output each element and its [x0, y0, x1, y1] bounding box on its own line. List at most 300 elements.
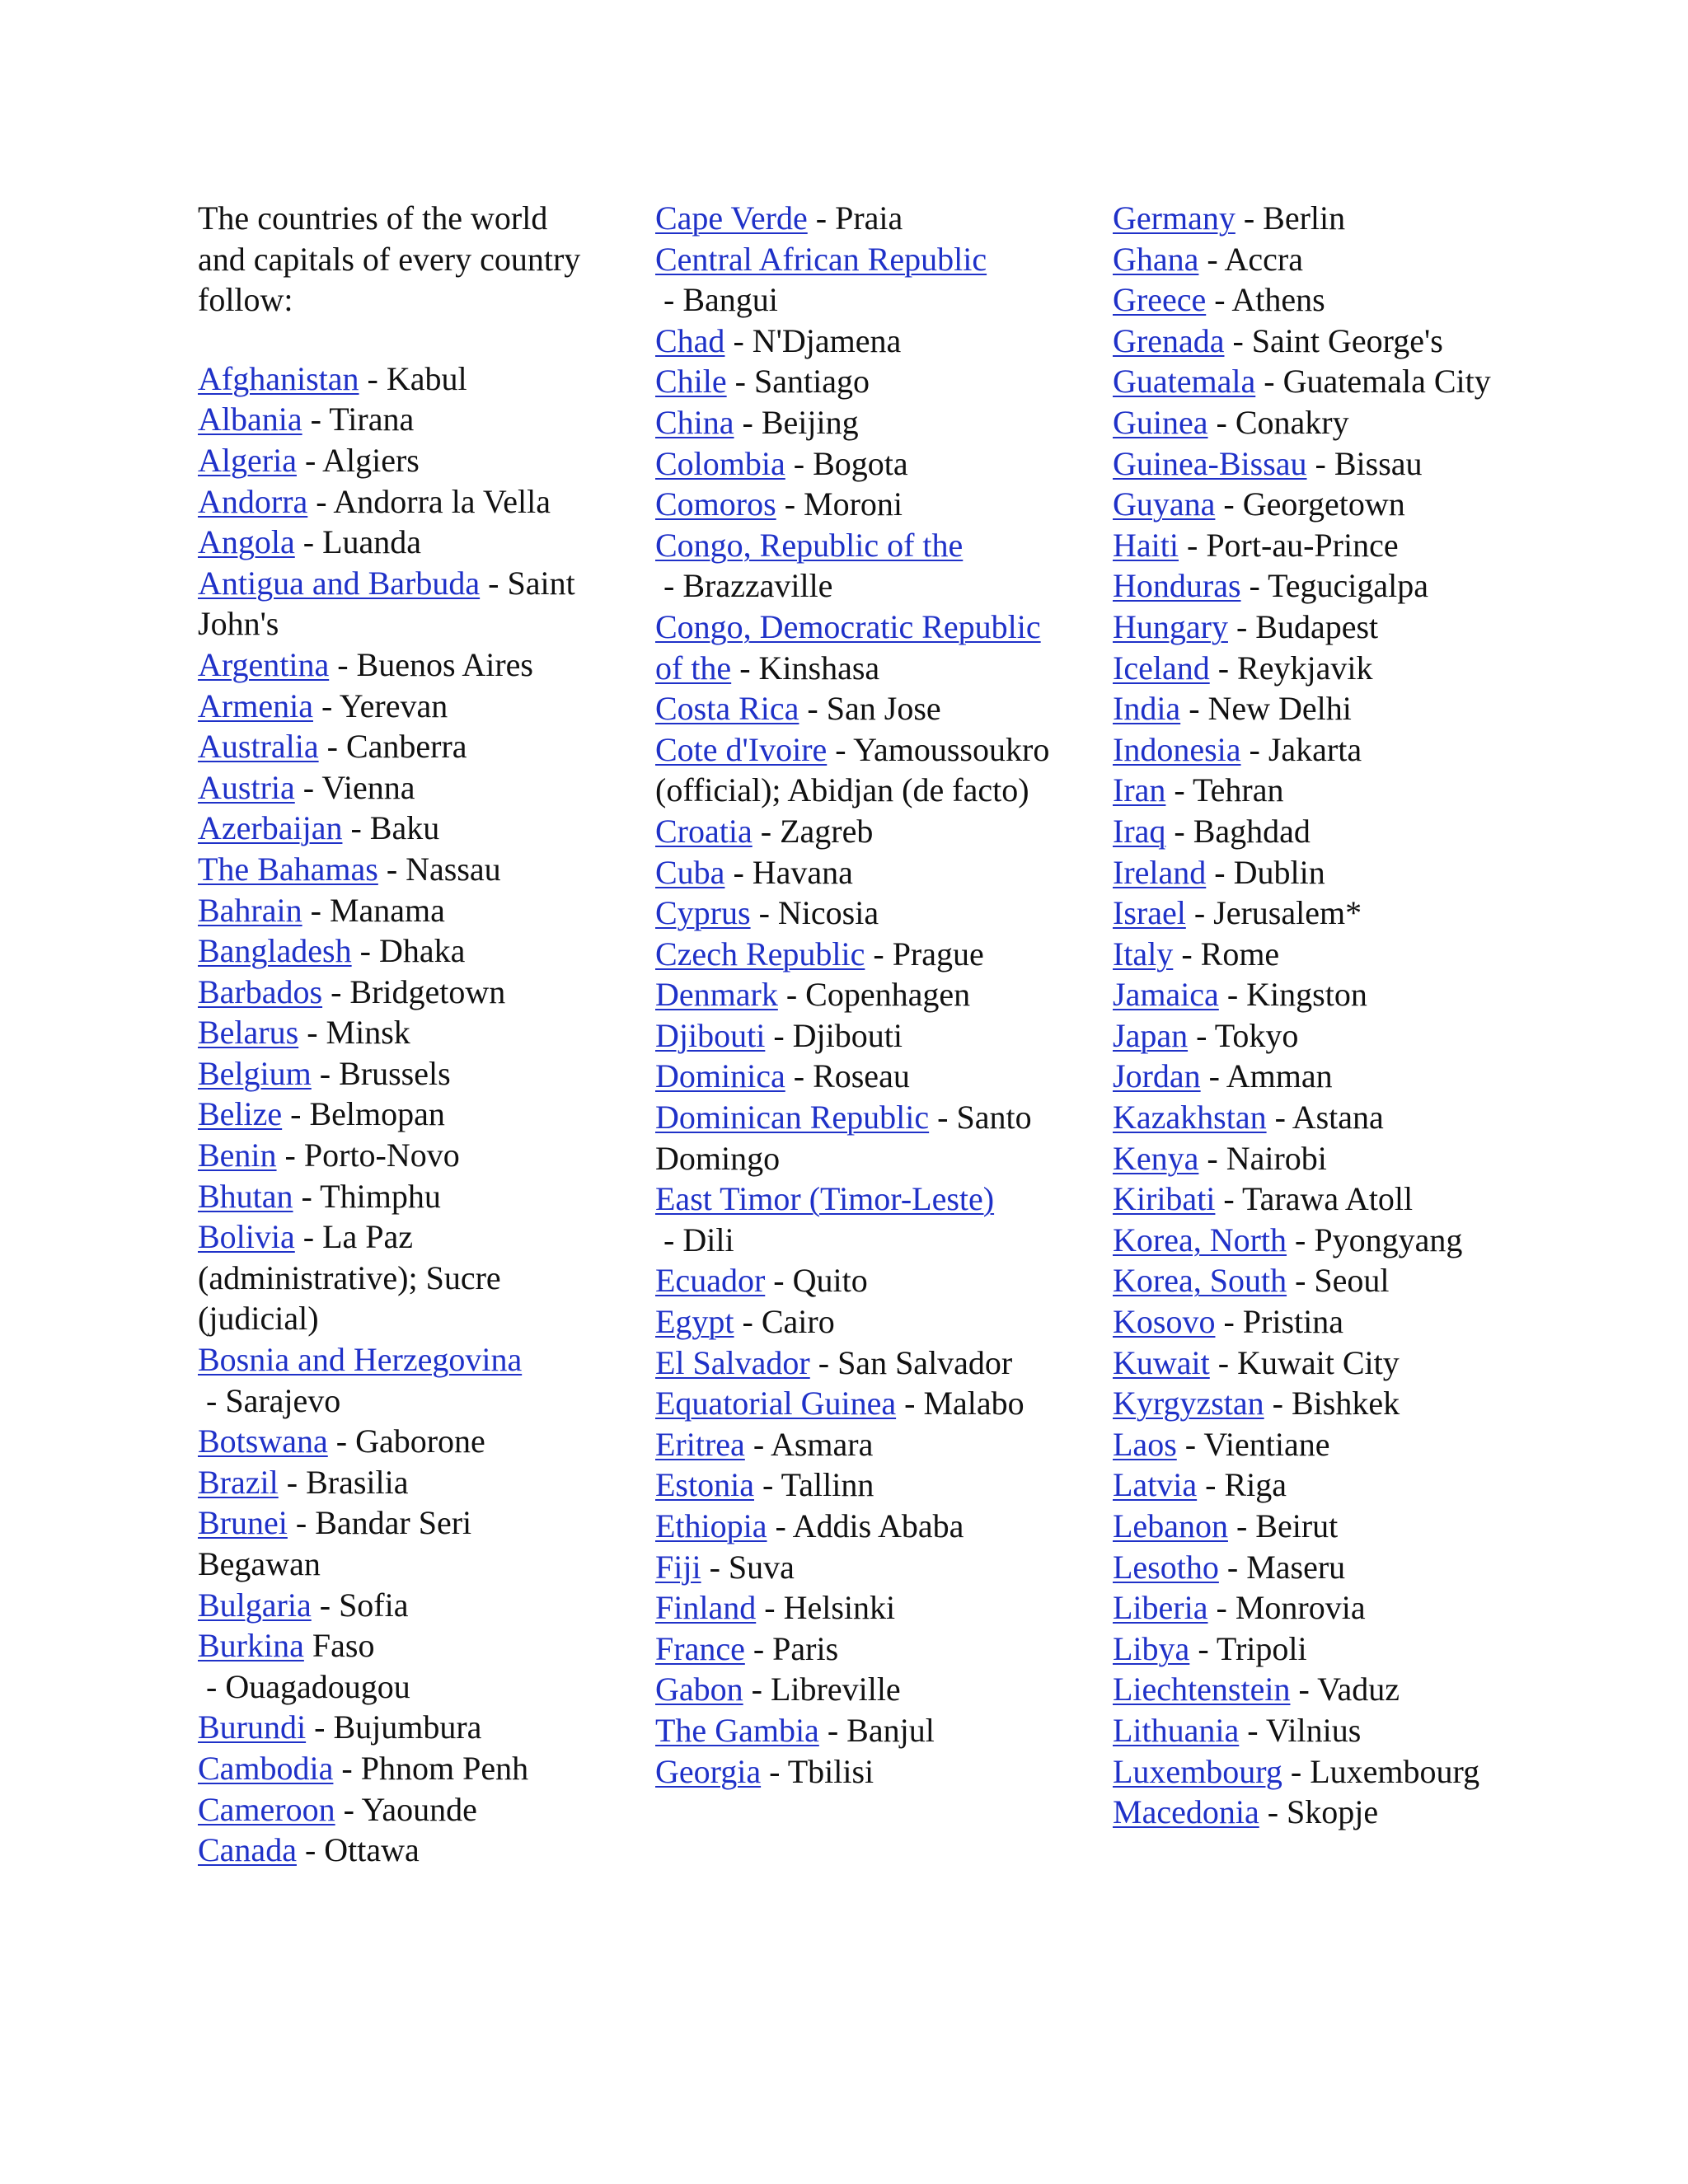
- column-2: [655, 198, 1051, 1792]
- country-link[interactable]: Croatia: [655, 812, 753, 850]
- separator-dash: -: [734, 1303, 762, 1341]
- separator-dash: -: [1227, 1507, 1256, 1544]
- country-link[interactable]: Canada: [198, 1831, 297, 1869]
- separator-dash: -: [359, 359, 387, 397]
- list-item: [198, 1789, 585, 1830]
- capital-name: Malabo: [923, 1385, 1025, 1422]
- list-item: [198, 1053, 585, 1094]
- capital-name: Belmopan: [309, 1095, 445, 1133]
- country-link[interactable]: Austria: [198, 768, 295, 806]
- list-item: [655, 361, 1051, 402]
- separator-dash: -: [1255, 363, 1283, 401]
- separator-dash: -: [1264, 1385, 1292, 1422]
- capital-name: Athens: [1231, 281, 1325, 319]
- country-link[interactable]: Germany: [1113, 199, 1236, 237]
- separator-dash: -: [198, 1381, 226, 1419]
- separator-dash: -: [306, 1708, 334, 1746]
- list-item: [198, 1339, 585, 1421]
- capital-name: Accra: [1224, 240, 1303, 278]
- capital-name: Reykjavik: [1237, 649, 1373, 687]
- country-link[interactable]: Fiji: [655, 1548, 701, 1586]
- country-link[interactable]: Finland: [655, 1589, 757, 1627]
- country-link[interactable]: Australia: [198, 728, 319, 766]
- capital-name: Zagreb: [780, 812, 874, 850]
- country-link[interactable]: Congo, Republic of the: [655, 526, 964, 564]
- country-link[interactable]: Indonesia: [1113, 730, 1241, 768]
- list-item: [655, 1097, 1051, 1179]
- capital-name: Kuwait City: [1237, 1343, 1400, 1381]
- country-link[interactable]: Ethiopia: [655, 1507, 767, 1544]
- separator-dash: -: [724, 853, 753, 891]
- country-link[interactable]: Liberia: [1113, 1589, 1208, 1627]
- separator-dash: -: [761, 1752, 788, 1790]
- country-link[interactable]: Grenada: [1113, 321, 1225, 359]
- separator-dash: -: [767, 1507, 793, 1544]
- capital-name: Addis Ababa: [792, 1507, 964, 1544]
- separator-dash: -: [1239, 1711, 1266, 1749]
- country-link[interactable]: Denmark: [655, 976, 778, 1014]
- country-link[interactable]: Hungary: [1113, 607, 1228, 645]
- list-item: [655, 1587, 1051, 1629]
- list-item: [1113, 1056, 1508, 1097]
- separator-dash: -: [293, 1177, 321, 1215]
- country-link[interactable]: Macedonia: [1113, 1793, 1259, 1831]
- list-item: [655, 484, 1051, 525]
- list-item: [655, 1424, 1051, 1465]
- capital-name: Cairo: [761, 1303, 835, 1341]
- capital-name: Praia: [835, 199, 903, 237]
- country-link[interactable]: Congo, Democratic Republic of the: [655, 607, 1041, 687]
- separator-dash: -: [655, 567, 683, 605]
- capital-name: Bangui: [682, 281, 778, 319]
- capital-name: Rome: [1200, 935, 1280, 972]
- capital-name: Luanda: [322, 523, 422, 561]
- capital-name: Tbilisi: [787, 1752, 874, 1790]
- list-item: [655, 443, 1051, 485]
- capital-name: Vilnius: [1265, 1711, 1362, 1749]
- country-link[interactable]: Kosovo: [1113, 1303, 1216, 1341]
- list-item: [1113, 1669, 1508, 1710]
- country-link[interactable]: Kuwait: [1113, 1343, 1210, 1381]
- list-item: [198, 563, 585, 644]
- country-link[interactable]: Belgium: [198, 1054, 312, 1092]
- separator-dash: -: [1282, 1752, 1311, 1790]
- separator-dash: -: [776, 485, 804, 523]
- capital-name: Tegucigalpa: [1268, 567, 1429, 605]
- country-link[interactable]: Bosnia and Herzegovina: [198, 1341, 523, 1379]
- capital-name: Beirut: [1255, 1507, 1339, 1544]
- separator-dash: -: [777, 976, 806, 1014]
- separator-dash: -: [276, 1137, 304, 1174]
- capital-name: Astana: [1292, 1099, 1384, 1137]
- list-item: [1113, 688, 1508, 729]
- list-item: [655, 688, 1051, 729]
- separator-dash: -: [342, 809, 370, 847]
- list-item: [198, 1421, 585, 1462]
- list-item: [1113, 1465, 1508, 1506]
- country-link[interactable]: Israel: [1113, 894, 1186, 932]
- capital-name: Amman: [1226, 1057, 1333, 1095]
- list-item: [655, 1710, 1051, 1751]
- separator-dash: -: [1218, 976, 1247, 1014]
- separator-dash: -: [1206, 281, 1232, 319]
- list-item: [655, 1343, 1051, 1384]
- capital-name: Paris: [772, 1629, 839, 1667]
- list-item: [655, 1506, 1051, 1547]
- capital-name: Tallinn: [781, 1466, 874, 1504]
- capital-name: Nairobi: [1226, 1139, 1327, 1177]
- separator-dash: -: [785, 1057, 814, 1095]
- capital-name: Quito: [792, 1262, 868, 1300]
- country-link[interactable]: Eritrea: [655, 1425, 745, 1463]
- separator-dash: -: [734, 403, 762, 441]
- country-link[interactable]: Jamaica: [1113, 976, 1219, 1014]
- separator-dash: -: [1266, 1099, 1292, 1137]
- country-link[interactable]: Antigua and Barbuda: [198, 564, 481, 602]
- separator-dash: -: [351, 932, 379, 970]
- country-link[interactable]: Cape Verde: [655, 199, 808, 237]
- separator-dash: -: [302, 891, 330, 929]
- country-link[interactable]: Guyana: [1113, 485, 1216, 523]
- country-link[interactable]: Cambodia: [198, 1749, 334, 1787]
- country-link[interactable]: Latvia: [1113, 1466, 1198, 1504]
- country-link[interactable]: Botswana: [198, 1422, 328, 1460]
- list-item: [1113, 1424, 1508, 1465]
- country-link[interactable]: Greece: [1113, 281, 1207, 319]
- list-item: [655, 1260, 1051, 1301]
- capital-name: Gaborone: [355, 1422, 485, 1460]
- country-link[interactable]: Bolivia: [198, 1218, 295, 1256]
- country-link[interactable]: India: [1113, 690, 1181, 728]
- capital-name: Brasilia: [306, 1463, 409, 1501]
- list-item: [1113, 1260, 1508, 1301]
- country-link[interactable]: Guinea: [1113, 403, 1208, 441]
- country-link[interactable]: Albania: [198, 401, 302, 438]
- list-item: [198, 686, 585, 727]
- list-item: [655, 852, 1051, 893]
- separator-dash: -: [1165, 771, 1193, 809]
- country-link[interactable]: Cote d'Ivoire: [655, 730, 828, 768]
- capital-name: Sarajevo: [225, 1381, 341, 1419]
- separator-dash: -: [753, 1466, 781, 1504]
- capital-name: Ouagadougou: [225, 1667, 410, 1705]
- country-suffix: Faso: [303, 1627, 375, 1665]
- list-item: [1113, 198, 1508, 239]
- capital-name: Copenhagen: [805, 976, 971, 1014]
- capital-name: Yamoussoukro (official); Abidjan (de facto): [655, 730, 1050, 809]
- separator-dash: -: [296, 1831, 325, 1869]
- list-item: [655, 1465, 1051, 1506]
- list-item: [1113, 1792, 1508, 1833]
- capital-name: San Jose: [826, 690, 941, 728]
- country-link[interactable]: Guinea-Bissau: [1113, 444, 1307, 482]
- country-link[interactable]: Brazil: [198, 1463, 279, 1501]
- separator-dash: -: [282, 1095, 310, 1133]
- country-link[interactable]: Jordan: [1113, 1057, 1201, 1095]
- capital-name: Helsinki: [783, 1589, 896, 1627]
- list-item: [1113, 811, 1508, 852]
- country-link[interactable]: Chile: [655, 363, 727, 401]
- country-link[interactable]: Burundi: [198, 1708, 307, 1746]
- country-link[interactable]: Dominica: [655, 1057, 785, 1095]
- country-link[interactable]: Iran: [1113, 771, 1166, 809]
- list-item: [1113, 565, 1508, 607]
- capital-name: Moroni: [804, 485, 903, 523]
- capital-name: N'Djamena: [752, 321, 902, 359]
- capital-name: Pyongyang: [1314, 1221, 1463, 1258]
- country-link[interactable]: Libya: [1113, 1629, 1190, 1667]
- capital-name: Tirana: [329, 401, 415, 438]
- capital-name: Banjul: [846, 1711, 935, 1749]
- country-link[interactable]: The Bahamas: [198, 850, 378, 888]
- list-item: [198, 972, 585, 1013]
- capital-name: Jerusalem*: [1213, 894, 1362, 932]
- capital-name: Sofia: [339, 1586, 409, 1624]
- list-item: [198, 1012, 585, 1053]
- country-link[interactable]: Liechtenstein: [1113, 1671, 1291, 1708]
- separator-dash: -: [327, 1422, 356, 1460]
- capital-name: Yerevan: [339, 687, 448, 724]
- country-link[interactable]: Azerbaijan: [198, 809, 343, 847]
- separator-dash: -: [1287, 1221, 1315, 1258]
- separator-dash: -: [1215, 1180, 1243, 1218]
- list-item: [655, 1751, 1051, 1793]
- separator-dash: -: [724, 321, 753, 359]
- country-link[interactable]: Cuba: [655, 853, 725, 891]
- capital-name: Suva: [728, 1548, 795, 1586]
- country-link[interactable]: Dominican Republic: [655, 1099, 930, 1137]
- capital-name: Tripoli: [1216, 1629, 1307, 1667]
- list-item: [1113, 1343, 1508, 1384]
- capital-name: Yaounde: [361, 1790, 477, 1828]
- country-link[interactable]: Burkina: [198, 1627, 304, 1665]
- separator-dash: -: [302, 401, 330, 438]
- country-link[interactable]: Ghana: [1113, 240, 1199, 278]
- country-link[interactable]: Bhutan: [198, 1177, 293, 1215]
- separator-dash: -: [1215, 1303, 1243, 1341]
- capital-name: Saint George's: [1251, 321, 1443, 359]
- country-link[interactable]: Cyprus: [655, 894, 751, 932]
- list-item: [655, 974, 1051, 1015]
- separator-dash: -: [287, 1504, 316, 1542]
- separator-dash: -: [655, 1221, 683, 1258]
- capital-name: Guatemala City: [1282, 363, 1491, 401]
- list-item: [1113, 525, 1508, 566]
- capital-name: New Delhi: [1207, 690, 1352, 728]
- country-link[interactable]: Estonia: [655, 1466, 754, 1504]
- country-link[interactable]: Bangladesh: [198, 932, 352, 970]
- country-link[interactable]: Chad: [655, 321, 725, 359]
- column-1: [198, 198, 585, 1871]
- country-link[interactable]: Djibouti: [655, 1016, 766, 1054]
- country-link[interactable]: Iceland: [1113, 649, 1210, 687]
- separator-dash: -: [1200, 1057, 1226, 1095]
- separator-dash: -: [1240, 567, 1268, 605]
- country-link[interactable]: Cameroon: [198, 1790, 335, 1828]
- separator-dash: -: [198, 1667, 226, 1705]
- list-item: [1113, 974, 1508, 1015]
- capital-name: Minsk: [326, 1014, 410, 1052]
- capital-name: Asmara: [770, 1425, 874, 1463]
- country-link[interactable]: Bahrain: [198, 891, 302, 929]
- country-link[interactable]: Comoros: [655, 485, 776, 523]
- country-link[interactable]: The Gambia: [655, 1711, 819, 1749]
- separator-dash: -: [1287, 1262, 1315, 1300]
- separator-dash: -: [1178, 526, 1207, 564]
- country-link[interactable]: Japan: [1113, 1016, 1189, 1054]
- country-link[interactable]: Central African Republic: [655, 240, 987, 278]
- capital-name: Bishkek: [1292, 1385, 1400, 1422]
- separator-dash: -: [1207, 403, 1236, 441]
- country-link[interactable]: East Timor (Timor-Leste): [655, 1180, 995, 1218]
- country-link[interactable]: China: [655, 403, 734, 441]
- separator-dash: -: [809, 1343, 838, 1381]
- country-link[interactable]: Honduras: [1113, 567, 1241, 605]
- separator-dash: -: [752, 812, 781, 850]
- capital-name: Phnom Penh: [360, 1749, 529, 1787]
- country-link[interactable]: Algeria: [198, 441, 297, 479]
- separator-dash: -: [1235, 199, 1264, 237]
- list-item: [1113, 1506, 1508, 1547]
- country-link[interactable]: Lesotho: [1113, 1548, 1219, 1586]
- country-link[interactable]: Armenia: [198, 687, 313, 724]
- list-item: [1113, 321, 1508, 362]
- separator-dash: -: [750, 894, 778, 932]
- country-link[interactable]: Barbados: [198, 972, 323, 1010]
- separator-dash: -: [1198, 1139, 1226, 1177]
- separator-dash: -: [743, 1671, 771, 1708]
- capital-name: Monrovia: [1235, 1589, 1366, 1627]
- list-item: [655, 1383, 1051, 1424]
- country-link[interactable]: Afghanistan: [198, 359, 359, 397]
- country-link[interactable]: Andorra: [198, 482, 308, 520]
- capital-name: Andorra la Vella: [333, 482, 551, 520]
- list-item: [1113, 1587, 1508, 1629]
- intro-text: The countries of the world and capitals of every country follow:: [198, 199, 581, 319]
- country-link[interactable]: Korea, North: [1113, 1221, 1287, 1258]
- country-link[interactable]: Lebanon: [1113, 1507, 1228, 1544]
- list-item: [198, 481, 585, 523]
- list-item: [655, 1669, 1051, 1710]
- country-link[interactable]: Haiti: [1113, 526, 1179, 564]
- list-item: [655, 239, 1051, 321]
- country-link[interactable]: Egypt: [655, 1303, 734, 1341]
- separator-dash: -: [335, 1790, 362, 1828]
- list-item: [198, 1830, 585, 1871]
- country-link[interactable]: Benin: [198, 1137, 277, 1174]
- country-link[interactable]: Italy: [1113, 935, 1174, 972]
- separator-dash: -: [1197, 1466, 1225, 1504]
- capital-name: Ottawa: [324, 1831, 420, 1869]
- list-item: [1113, 770, 1508, 811]
- capital-name: Dhaka: [378, 932, 466, 970]
- country-link[interactable]: Gabon: [655, 1671, 743, 1708]
- country-link[interactable]: Czech Republic: [655, 935, 865, 972]
- list-item: [655, 1547, 1051, 1588]
- list-item: [198, 644, 585, 686]
- country-link[interactable]: Kiribati: [1113, 1180, 1216, 1218]
- list-item: [198, 1625, 585, 1707]
- country-link[interactable]: Laos: [1113, 1425, 1177, 1463]
- country-link[interactable]: Bulgaria: [198, 1586, 312, 1624]
- capital-name: Algiers: [322, 441, 420, 479]
- country-link[interactable]: Costa Rica: [655, 690, 799, 728]
- capital-name: La Paz (administrative); Sucre (judicial): [198, 1218, 501, 1338]
- list-item: [1113, 934, 1508, 975]
- country-link[interactable]: El Salvador: [655, 1343, 810, 1381]
- separator-dash: -: [701, 1548, 729, 1586]
- country-link[interactable]: Angola: [198, 523, 295, 561]
- country-link[interactable]: Belize: [198, 1095, 283, 1133]
- separator-dash: -: [818, 1711, 847, 1749]
- capital-name: Libreville: [770, 1671, 901, 1708]
- separator-dash: -: [1306, 444, 1334, 482]
- list-item: [198, 399, 585, 440]
- separator-dash: -: [1176, 1425, 1204, 1463]
- list-item: [198, 849, 585, 890]
- capital-name: Vaduz: [1317, 1671, 1400, 1708]
- capital-name: Berlin: [1263, 199, 1346, 237]
- list-item: [1113, 1629, 1508, 1670]
- country-link[interactable]: Lithuania: [1113, 1711, 1240, 1749]
- country-link[interactable]: Colombia: [655, 444, 785, 482]
- separator-dash: -: [1227, 607, 1256, 645]
- separator-dash: -: [744, 1629, 773, 1667]
- country-link[interactable]: Guatemala: [1113, 363, 1256, 401]
- separator-dash: -: [765, 1262, 793, 1300]
- capital-name: Bogota: [813, 444, 908, 482]
- list-item: [655, 525, 1051, 607]
- capital-name: Jakarta: [1268, 730, 1362, 768]
- country-link[interactable]: Georgia: [655, 1752, 762, 1790]
- entries-column-2: [655, 198, 1051, 1792]
- country-link[interactable]: Ireland: [1113, 853, 1207, 891]
- country-link[interactable]: Equatorial Guinea: [655, 1385, 897, 1422]
- separator-dash: -: [865, 935, 893, 972]
- country-link[interactable]: Kyrgyzstan: [1113, 1385, 1264, 1422]
- capital-name: Havana: [752, 853, 853, 891]
- entries-column-1: [198, 359, 585, 1871]
- capital-name: Conakry: [1235, 403, 1349, 441]
- list-item: [655, 321, 1051, 362]
- separator-dash: -: [1206, 853, 1234, 891]
- separator-dash: -: [296, 441, 323, 479]
- capital-name: Buenos Aires: [356, 645, 533, 683]
- country-link[interactable]: France: [655, 1629, 745, 1667]
- capital-name: Canberra: [345, 728, 467, 766]
- capital-name: Santiago: [754, 363, 870, 401]
- list-item: [655, 607, 1051, 688]
- list-item: [198, 1094, 585, 1135]
- separator-dash: -: [480, 564, 508, 602]
- country-link[interactable]: Iraq: [1113, 812, 1166, 850]
- country-link[interactable]: Kenya: [1113, 1139, 1199, 1177]
- country-link[interactable]: Korea, South: [1113, 1262, 1287, 1300]
- country-link[interactable]: Brunei: [198, 1504, 288, 1542]
- separator-dash: -: [655, 281, 683, 319]
- list-item: [1113, 893, 1508, 934]
- country-link[interactable]: Belarus: [198, 1014, 299, 1052]
- separator-dash: -: [807, 199, 836, 237]
- separator-dash: -: [1209, 649, 1238, 687]
- country-link[interactable]: Argentina: [198, 645, 330, 683]
- list-item: [655, 1301, 1051, 1343]
- country-link[interactable]: Kazakhstan: [1113, 1099, 1267, 1137]
- list-item: [198, 1707, 585, 1748]
- capital-name: Dublin: [1233, 853, 1325, 891]
- country-link[interactable]: Ecuador: [655, 1262, 766, 1300]
- country-link[interactable]: Luxembourg: [1113, 1752, 1282, 1790]
